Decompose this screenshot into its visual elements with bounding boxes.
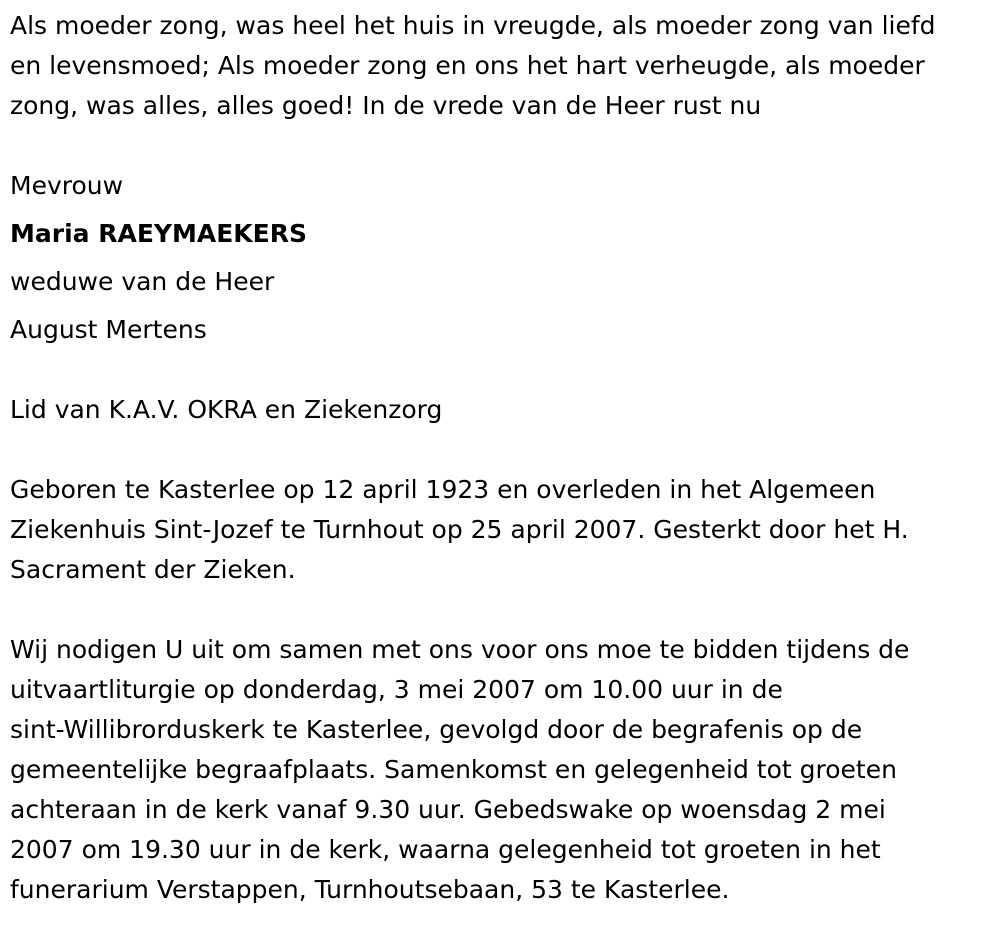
honorific: Mevrouw: [10, 171, 124, 200]
deceased-name: Maria RAEYMAEKERS: [10, 219, 308, 248]
spouse-name: August Mertens: [10, 315, 207, 344]
birth-death-line: Geboren te Kasterlee op 12 april 1923 en overleden in het Algemeen: [10, 475, 876, 504]
invitation-line: achteraan in de kerk vanaf 9.30 uur. Gebedswake op woensdag 2 mei: [10, 795, 886, 824]
invitation-line: sint-Willibrorduskerk te Kasterlee, gevolgd door de begrafenis op de: [10, 715, 863, 744]
invitation-line: Wij nodigen U uit om samen met ons voor ons moe te bidden tijdens de: [10, 635, 910, 664]
invitation-line: 2007 om 19.30 uur in de kerk, waarna gelegenheid tot groeten in het: [10, 835, 881, 864]
birth-death-line: Ziekenhuis Sint-Jozef te Turnhout op 25 april 2007. Gesterkt door het H.: [10, 515, 909, 544]
birth-death-line: Sacrament der Zieken.: [10, 555, 296, 584]
poem-line: Als moeder zong, was heel het huis in vreugde, als moeder zong van liefd: [10, 11, 936, 40]
invitation-line: gemeentelijke begraafplaats. Samenkomst en gelegenheid tot groeten: [10, 755, 897, 784]
relation-text: weduwe van de Heer: [10, 267, 275, 296]
invitation-line: funerarium Verstappen, Turnhoutsebaan, 53 te Kasterlee.: [10, 875, 730, 904]
invitation-line: uitvaartliturgie op donderdag, 3 mei 2007 om 10.00 uur in de: [10, 675, 783, 704]
poem-line: zong, was alles, alles goed! In de vrede van de Heer rust nu: [10, 91, 762, 120]
poem-line: en levensmoed; Als moeder zong en ons het hart verheugde, als moeder: [10, 51, 925, 80]
obituary-document: [10, 0, 1000, 925]
membership-text: Lid van K.A.V. OKRA en Ziekenzorg: [10, 395, 443, 424]
